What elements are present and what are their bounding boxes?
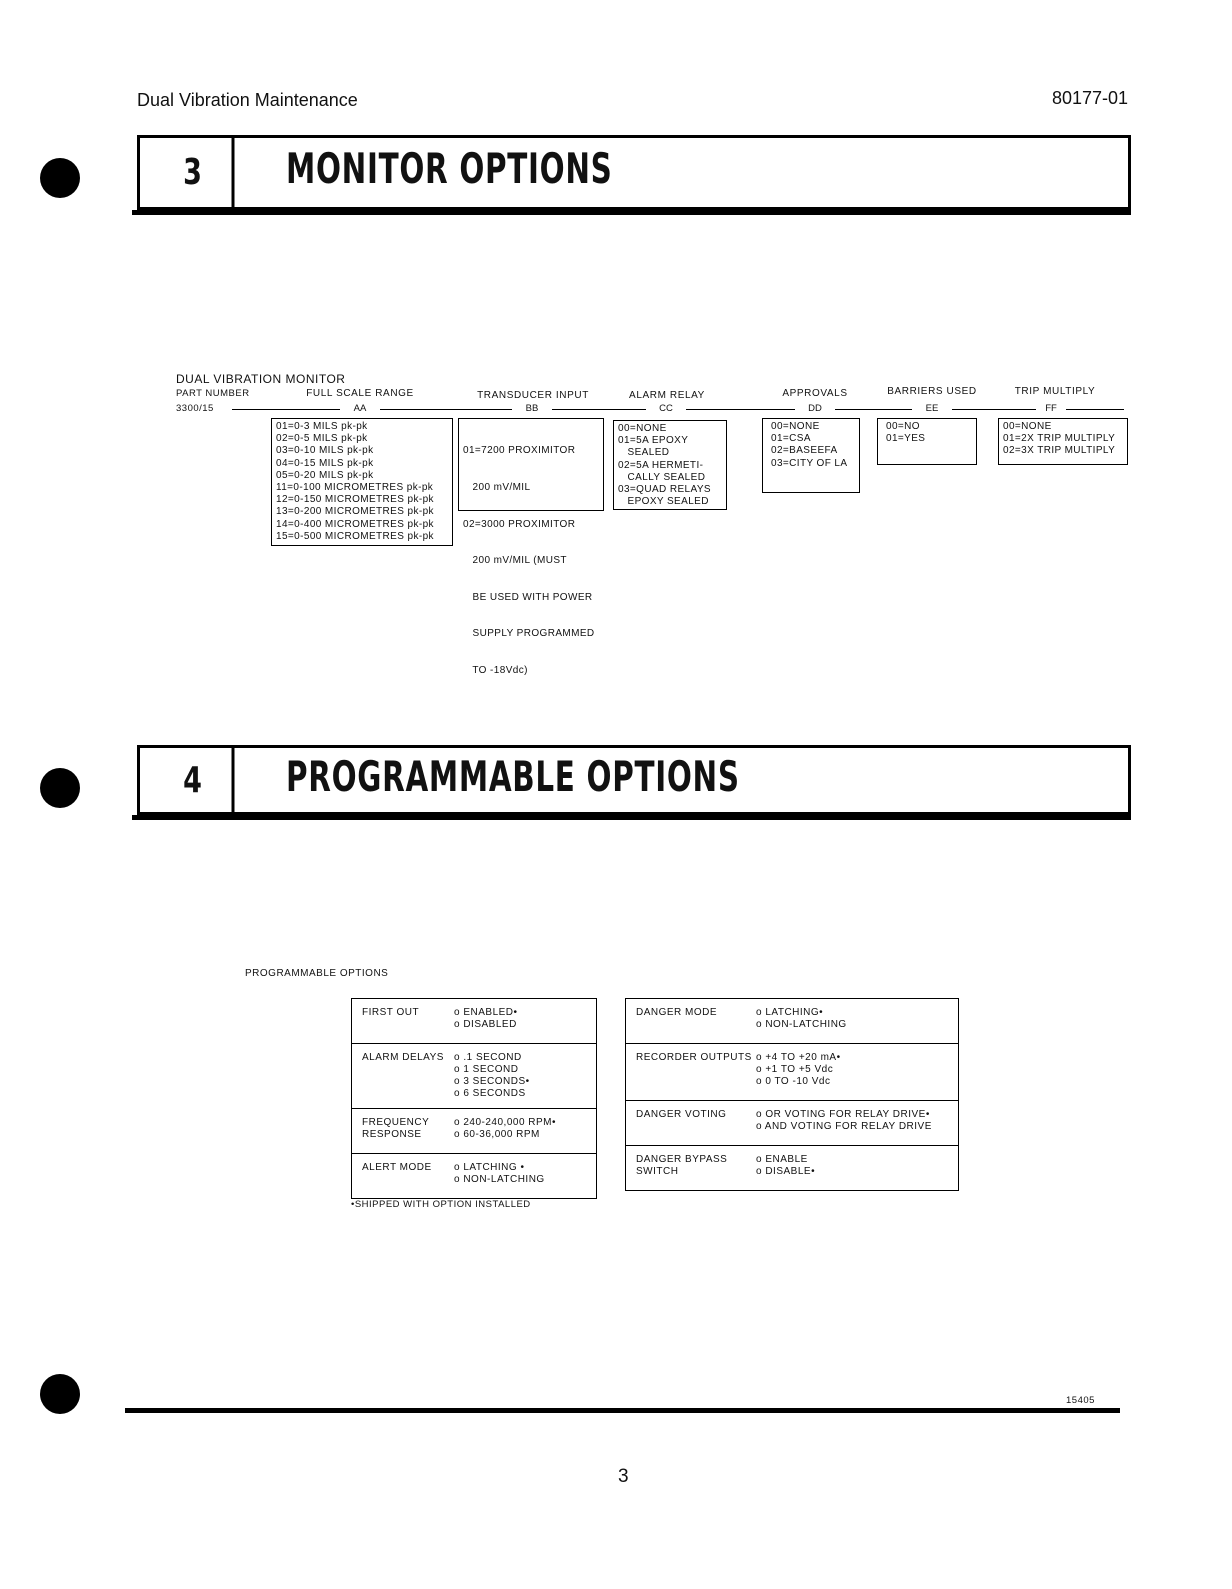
punch-hole bbox=[40, 1374, 80, 1414]
option-text: 01=5A EPOXY bbox=[618, 435, 689, 447]
option-text: 00=NO bbox=[886, 421, 920, 432]
column-header: TRANSDUCER INPUT bbox=[477, 390, 589, 401]
monitor-title: DUAL VIBRATION MONITOR bbox=[176, 372, 346, 386]
option-text: 03=0-10 MILS pk-pk bbox=[276, 445, 374, 457]
option-text: BE USED WITH POWER bbox=[463, 591, 593, 603]
option-text: o NON-LATCHING bbox=[454, 1174, 545, 1185]
punch-hole bbox=[40, 768, 80, 808]
option-text: 02=3X TRIP MULTIPLY bbox=[1003, 445, 1116, 457]
table-row bbox=[626, 1146, 958, 1190]
table-row bbox=[626, 999, 958, 1044]
option-text: CALLY SEALED bbox=[618, 471, 706, 483]
option-text: o AND VOTING FOR RELAY DRIVE bbox=[756, 1121, 932, 1132]
option-text: 200 mV/MIL (MUST bbox=[463, 555, 567, 567]
section-heading-monitor-options bbox=[137, 135, 1131, 210]
option-text: o .1 SECOND bbox=[454, 1052, 522, 1063]
column-code: AA bbox=[340, 403, 380, 414]
column-header: FULL SCALE RANGE bbox=[306, 388, 414, 399]
option-text: o ENABLE bbox=[756, 1154, 808, 1165]
section-number: 3 bbox=[154, 138, 235, 207]
options-box-trip-multiply bbox=[998, 418, 1128, 465]
column-code: FF bbox=[1036, 403, 1066, 414]
section-number: 4 bbox=[154, 748, 235, 812]
option-text: 03=QUAD RELAYS bbox=[618, 484, 711, 496]
column-header: TRIP MULTIPLY bbox=[1014, 386, 1096, 397]
option-text: o 6 SECONDS bbox=[454, 1088, 526, 1099]
option-text: 00=NONE bbox=[618, 423, 667, 434]
option-label: DANGER MODE bbox=[636, 1007, 718, 1018]
option-text: 02=3000 PROXIMITOR bbox=[463, 518, 576, 530]
programmable-options-table-left bbox=[351, 998, 597, 1199]
divider bbox=[132, 815, 1131, 820]
column-header: BARRIERS USED bbox=[887, 386, 977, 397]
option-text: o 0 TO -10 Vdc bbox=[756, 1076, 831, 1087]
options-box-alarm-relay bbox=[613, 420, 727, 510]
section-heading-programmable-options bbox=[137, 745, 1131, 815]
option-text: 11=0-100 MICROMETRES pk-pk bbox=[276, 482, 434, 494]
option-text: 00=NONE bbox=[771, 421, 820, 432]
page-number: 3 bbox=[618, 1466, 629, 1487]
table-row bbox=[626, 1044, 958, 1101]
footer-rule bbox=[125, 1408, 1120, 1413]
option-text: o ENABLED• bbox=[454, 1007, 518, 1018]
table-row bbox=[352, 999, 596, 1044]
option-text: o OR VOTING FOR RELAY DRIVE• bbox=[756, 1109, 930, 1120]
option-label: ALARM DELAYS bbox=[362, 1052, 444, 1063]
option-text: 15=0-500 MICROMETRES pk-pk bbox=[276, 530, 434, 542]
section-title: PROGRAMMABLE OPTIONS bbox=[286, 752, 740, 801]
document-title: Dual Vibration Maintenance bbox=[137, 90, 358, 110]
option-text: 01=2X TRIP MULTIPLY bbox=[1003, 433, 1116, 445]
option-text: EPOXY SEALED bbox=[618, 496, 709, 508]
punch-hole bbox=[40, 158, 80, 198]
option-text: 01=7200 PROXIMITOR bbox=[463, 445, 576, 457]
option-text: o 3 SECONDS• bbox=[454, 1076, 530, 1087]
options-box-transducer-input bbox=[458, 418, 604, 677]
option-label: DANGER VOTING bbox=[636, 1109, 727, 1120]
programmable-options-table-right bbox=[625, 998, 959, 1191]
option-text: o 240-240,000 RPM• bbox=[454, 1117, 557, 1128]
option-text: 03=CITY OF LA bbox=[771, 457, 848, 469]
option-text: 200 mV/MIL bbox=[463, 482, 531, 494]
options-box-barriers-used bbox=[877, 418, 977, 465]
option-label: FREQUENCY RESPONSE bbox=[362, 1117, 430, 1140]
option-text: 05=0-20 MILS pk-pk bbox=[276, 469, 374, 481]
option-text: SEALED bbox=[618, 447, 670, 459]
option-text: o DISABLE• bbox=[756, 1166, 816, 1177]
divider bbox=[132, 210, 1131, 215]
column-code: EE bbox=[912, 403, 952, 414]
option-text: TO -18Vdc) bbox=[463, 665, 528, 677]
option-text: 01=0-3 MILS pk-pk bbox=[276, 421, 368, 432]
table-row bbox=[352, 1044, 596, 1109]
section-title: MONITOR OPTIONS bbox=[286, 144, 613, 193]
option-text: 14=0-400 MICROMETRES pk-pk bbox=[276, 518, 434, 530]
option-label: DANGER BYPASS SWITCH bbox=[636, 1154, 728, 1177]
option-text: 02=BASEEFA bbox=[771, 445, 838, 457]
option-text: o +1 TO +5 Vdc bbox=[756, 1064, 834, 1075]
footnote: •SHIPPED WITH OPTION INSTALLED bbox=[351, 1199, 531, 1210]
column-code: BB bbox=[512, 403, 552, 414]
option-text: o 1 SECOND bbox=[454, 1064, 519, 1075]
option-text: 02=0-5 MILS pk-pk bbox=[276, 433, 368, 445]
column-header: ALARM RELAY bbox=[629, 390, 705, 401]
document-number: 80177-01 bbox=[1052, 88, 1129, 108]
table-row bbox=[352, 1154, 596, 1198]
column-code: CC bbox=[646, 403, 686, 414]
option-text: 13=0-200 MICROMETRES pk-pk bbox=[276, 506, 434, 518]
option-text: o 60-36,000 RPM bbox=[454, 1129, 540, 1140]
option-text: 12=0-150 MICROMETRES pk-pk bbox=[276, 494, 434, 506]
options-box-full-scale-range bbox=[271, 418, 453, 546]
option-label: FIRST OUT bbox=[362, 1007, 420, 1018]
option-text: 04=0-15 MILS pk-pk bbox=[276, 457, 374, 469]
option-text: o NON-LATCHING bbox=[756, 1019, 847, 1030]
option-text: 01=CSA bbox=[771, 433, 811, 445]
figure-code: 15405 bbox=[1066, 1395, 1095, 1406]
option-text: o LATCHING• bbox=[756, 1007, 824, 1018]
option-text: SUPPLY PROGRAMMED bbox=[463, 628, 595, 640]
option-label: ALERT MODE bbox=[362, 1162, 432, 1173]
programmable-options-title: PROGRAMMABLE OPTIONS bbox=[245, 968, 389, 979]
part-number-label: PART NUMBER bbox=[176, 388, 250, 399]
option-text: o LATCHING • bbox=[454, 1162, 525, 1173]
column-code: DD bbox=[795, 403, 835, 414]
column-header: APPROVALS bbox=[782, 388, 848, 399]
options-box-approvals bbox=[762, 418, 860, 493]
part-number: 3300/15 bbox=[176, 403, 214, 414]
option-text: 00=NONE bbox=[1003, 421, 1052, 432]
option-text: o DISABLED bbox=[454, 1019, 517, 1030]
table-row bbox=[352, 1109, 596, 1154]
option-text: 02=5A HERMETI- bbox=[618, 459, 704, 471]
option-text: o +4 TO +20 mA• bbox=[756, 1052, 841, 1063]
option-label: RECORDER OUTPUTS bbox=[636, 1052, 752, 1063]
option-text: 01=YES bbox=[886, 433, 926, 445]
table-row bbox=[626, 1101, 958, 1146]
